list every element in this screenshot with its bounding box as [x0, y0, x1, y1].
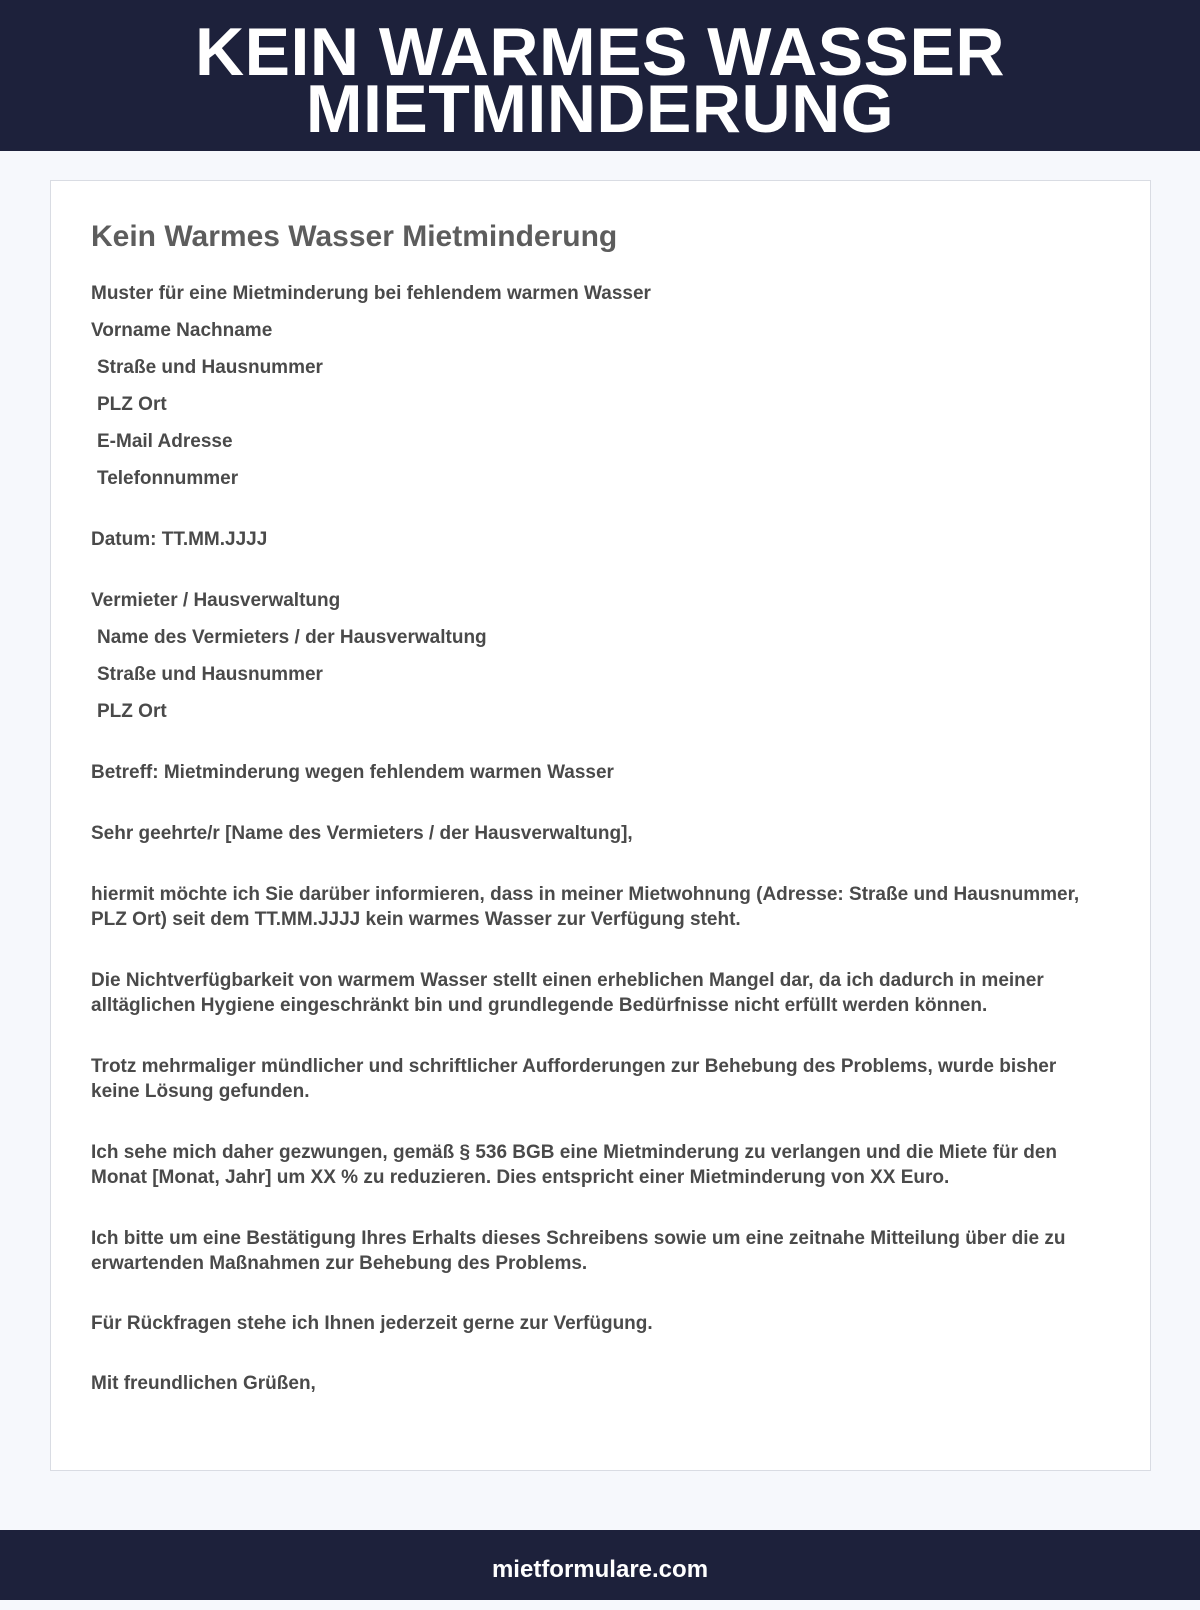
- banner-title-line-2: MIETMINDERUNG: [305, 71, 895, 147]
- letter-template: [91, 219, 1101, 1396]
- document-title: Kein Warmes Wasser Mietminderung: [91, 220, 618, 253]
- recipient-heading: Vermieter / Hausverwaltung: [91, 590, 341, 611]
- title-banner: [0, 0, 1200, 151]
- recipient-street: Straße und Hausnummer: [97, 664, 323, 685]
- letter-subject: Betreff: Mietminderung wegen fehlendem warmen Wasser: [91, 762, 614, 783]
- sender-email: E-Mail Adresse: [97, 431, 233, 452]
- banner-title: [0, 14, 1200, 147]
- sender-phone: Telefonnummer: [97, 468, 239, 489]
- body-paragraph: Ich bitte um eine Bestätigung Ihres Erhalts dieses Schreibens sowie um eine zeitnahe Mitteilung über die zu erwartenden Maßnahmen zur Behebung des Problems.: [91, 1228, 1066, 1274]
- body-paragraph: Für Rückfragen stehe ich Ihnen jederzeit gerne zur Verfügung.: [91, 1313, 653, 1334]
- sender-city: PLZ Ort: [97, 394, 167, 415]
- sender-block: [91, 318, 1101, 503]
- footer-site-name: mietformulare.com: [491, 1556, 709, 1583]
- body-paragraph: Die Nichtverfügbarkeit von warmem Wasser stellt einen erheblichen Mangel dar, da ich dadurch in meiner alltäglichen Hygiene eingeschränkt bin und grundlegende Bedürfnisse nicht erfüllt werden können.: [91, 970, 1044, 1016]
- sender-name: Vorname Nachname: [91, 320, 273, 341]
- document-subtitle: Muster für eine Mietminderung bei fehlendem warmen Wasser: [91, 283, 651, 304]
- body-paragraph: Trotz mehrmaliger mündlicher und schriftlicher Aufforderungen zur Behebung des Problems, wurde bisher keine Lösung gefunden.: [91, 1056, 1057, 1102]
- body-paragraph: hiermit möchte ich Sie darüber informieren, dass in meiner Mietwohnung (Adresse: Straße und Hausnummer, PLZ Ort) seit dem TT.MM.JJJJ kein warmes Wasser zur Verfügung steht.: [91, 884, 1080, 930]
- body-paragraph: Ich sehe mich daher gezwungen, gemäß § 536 BGB eine Mietminderung zu verlangen und die Miete für den Monat [Monat, Jahr] um XX % zu reduzieren. Dies entspricht einer Mietminderung von XX Euro.: [91, 1142, 1058, 1188]
- letter-closing: Mit freundlichen Grüßen,: [91, 1373, 316, 1394]
- letter-salutation: Sehr geehrte/r [Name des Vermieters / der Hausverwaltung],: [91, 823, 633, 844]
- letter-date: Datum: TT.MM.JJJJ: [91, 529, 268, 550]
- sender-street: Straße und Hausnummer: [97, 357, 323, 378]
- recipient-city: PLZ Ort: [97, 701, 167, 722]
- recipient-block: [91, 588, 1101, 736]
- site-footer: [0, 1530, 1200, 1600]
- document-card: [50, 180, 1151, 1471]
- recipient-name: Name des Vermieters / der Hausverwaltung: [97, 627, 487, 648]
- banner-title-line-1: KEIN WARMES WASSER: [195, 14, 1005, 90]
